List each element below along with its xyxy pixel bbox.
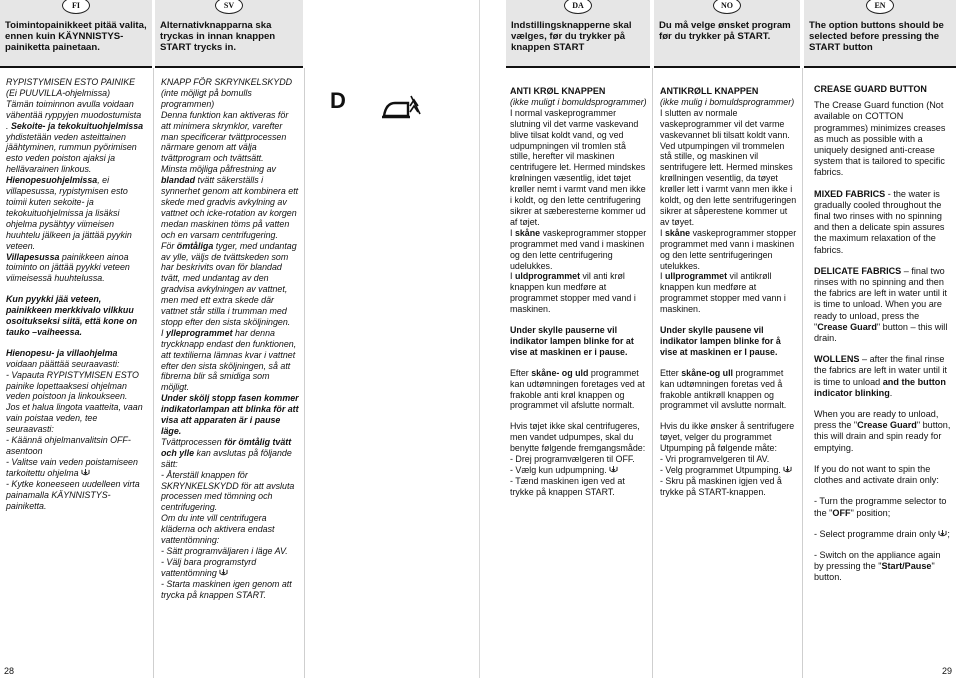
page-fold [479,0,480,678]
paragraph: (Ei PUUVILLA-ohjelmissa) [6,87,111,98]
paragraph: - Drej programvælgeren til OFF. [510,454,635,465]
symbol-letter: D [330,88,346,113]
column-body [510,86,648,498]
paragraph: - Käännä ohjelmanvalitsin OFF-asentoon [6,435,131,456]
paragraph: I uldprogrammet vil anti krøl knappen kun medføre at programmet stopper med vand i maskinen. [510,271,636,315]
paragraph: Etter skåne-og ull programmet kan udtømningen foretas ved å frakoble antikrøll knappen og programmet vil avslutte normalt. [660,367,787,411]
language-badge: EN [866,0,894,14]
paragraph: Efter skåne- og uld programmet kan udtømningen foretages ved at frakoble anti krøl knappen og programmet vil afslutte normalt. [510,367,645,411]
paragraph: Hvis tøjet ikke skal centrifugeres, men vandet udpumpes, skal du benytte følgende fremgangsmåde: [510,421,646,454]
column-divider [153,68,154,678]
paragraph: - Turn the programme selector to the "OFF" position; [814,496,947,518]
paragraph: I slutten av normale vaskeprogrammer vil det varme vaskevannet bli tilsatt koldt vann. Ved utpumpingen vil trommelen stå stille, og maskinen vil sentrifugere lett. Hermed minskes krøllningen vesentlig, da tøyet krøller lett i varmt vann men ikke i koldt, og den lette sentrifugeringen sikrer at såperestene kommer ut av tøyet. [660,107,797,227]
paragraph: - Vælg kun udpumpning. [510,465,648,476]
language-badge: DA [564,0,592,14]
paragraph: För ömtåliga tyger, med undantag av ylle, väljs de tvättskeden som har beskrivits ovan för blandad tvätt, med undantag av den gradvisa avkylningen av vattnet, men med ett extra skede där vattnet står stilla i trumman med stopp efter den sista sköljningen. [161,240,297,327]
paragraph: Villapesussa painikkeen ainoa toiminto on jättää pyykki veteen viimeisessä huuhtelussa. [6,251,130,284]
paragraph: - Tænd maskinen igen ved at trykke på knappen START. [510,475,625,497]
column-header [654,0,800,66]
section-title: ANTI KRØL KNAPPEN [510,86,606,96]
paragraph: - Switch on the appliance again by pressing the "Start/Pause" button. [814,549,941,583]
paragraph: Minsta möjliga påfrestning av blandad tvätt säkerställs i synnerhet genom att kombinera ett skede med gradvis avkylning av vattnet och icke-rotation av korgen medan maskinen töms på vatten och en varsam centrifugering. [161,164,299,240]
column-header [0,0,152,66]
drain-icon [609,466,618,474]
paragraph: The Crease Guard function (Not available on COTTON programmes) minimizes creases as much as possible with a uniquely designed anti-crease system that is tailored to specific fabrics. [814,100,946,178]
paragraph: Denna funktion kan aktiveras för att minimera skrynklor, varefter man specificerar tvättprocessen närmare genom att välja tvättprogram och tvättsätt. [161,109,289,164]
column-body [6,77,146,511]
paragraph: Under skölj stopp fasen kommer indikatorlampan att blinka för att visa att apparaten är i pause läge. [161,393,299,436]
paragraph: I skåne vaskeprogrammer stopper programmet med vand i maskinen og den lette centrifugering udelukkes. [510,227,647,271]
paragraph: - Välj bara programstyrd vattentömning [161,556,257,578]
paragraph: DELICATE FABRICS – final two rinses with no spinning and then the fabrics are left in water until it is time to unload. When you are ready to unload, press the "Crease Guard" button – this will drain. [814,265,948,344]
header-rule [0,66,152,68]
paragraph: I ullprogrammet vil antikrøll knappen kun medføre at programmet stopper med vann i maskinen. [660,271,786,315]
column-header [506,0,650,66]
paragraph: I skåne vaskeprogrammer stopper programmet med vann i maskinen og den lette sentrifugeringen utelukkes. [660,227,797,271]
paragraph: Under skylle pausene vil indikator lampen blinke for å vise at maskinen er I pause. [660,325,781,357]
column-divider [652,68,653,678]
paragraph: Tvättprocessen för ömtålig tvätt och ylle kan avslutas på följande sätt: [161,436,292,469]
column-swedish [155,0,303,678]
symbols-row [306,90,456,130]
header-rule [804,66,956,68]
paragraph: Jos et halua lingota vaatteita, vaan vain poistaa veden, tee seuraavasti: [6,402,143,435]
column-english [804,0,956,678]
column-body [660,86,798,498]
section-title: CREASE GUARD BUTTON [814,84,927,94]
paragraph: (ikke muligt i bomuldsprogrammer) [510,96,647,107]
column-body [814,84,952,584]
column-finnish [0,0,152,678]
paragraph: If you do not want to spin the clothes and activate drain only: [814,463,939,486]
paragraph: - Select programme drain only ; [814,528,950,539]
section-title: ANTIKRØLL KNAPPEN [660,86,759,96]
drain-icon [219,569,228,577]
header-text: The option buttons should be selected before pressing the START button [809,20,944,54]
paragraph: Under skylle pauserne vil indikator lampen blinke for at vise at maskinen er i pause. [510,325,634,357]
drain-icon [938,530,947,538]
header-rule [155,66,303,68]
header-text: Toimintopainikkeet pitää valita, ennen kuin KÄYNNISTYS- painiketta painetaan. [5,20,147,54]
column-symbols [306,0,478,678]
paragraph: - Vri programvelgeren til AV. [660,454,770,465]
language-badge: NO [713,0,741,14]
right-page [482,0,960,678]
column-norwegian [654,0,800,678]
paragraph: Hienopesuohjelmissa, ei villapesussa, rypistymisen esto toimii kuten sekoite- ja tekokuituohjelmissa ja lisäksi ohjelma pysähtyy viimeisen huuhtelu jälkeen ja jättää pyykin veteen. [6,175,132,251]
paragraph: Tämän toiminnon avulla voidaan vähentää ryppyjen muodostumista . Sekoite- ja tekokuituohjelmissa yhdistetään veden asteittainen jäähtyminen, rummun pyörimisen esto veden poiston ajaksi ja hellävarainen linkous. [6,98,144,175]
section-title: KNAPP FÖR SKRYNKELSKYDD [161,77,293,87]
drain-icon [81,469,90,477]
column-header [155,0,303,66]
iron-no-steam-icon [380,94,422,120]
paragraph: - Kytke koneeseen uudelleen virta painamalla KÄYNNISTYS-painiketta. [6,478,140,511]
paragraph: - Starta maskinen igen genom att trycka på knappen START. [161,578,292,600]
paragraph: MIXED FABRICS - the water is gradually cooled throughout the final two rinses with no spinning and then a delicate spin assures the maximum relaxation of the fabrics. [814,188,945,255]
header-text: Alternativknapparna ska tryckas in innan knappen START trycks in. [160,20,276,54]
column-divider [802,68,803,678]
header-rule [506,66,650,68]
paragraph: - Sätt programväljaren i läge AV. [161,545,288,556]
paragraph: - Skru på maskinen igjen ved å trykke på START-knappen. [660,475,782,497]
paragraph: Om du inte vill centrifugera kläderna och aktivera endast vattentömning: [161,513,275,546]
paragraph: Hienopesu- ja villaohjelma voidaan päättää seuraavasti: [6,347,120,369]
left-page [0,0,478,678]
paragraph: Hvis du ikke ønsker å sentrifugere tøyet, velger du programmet Utpumping på følgende måte: [660,421,795,454]
page-number: 29 [941,666,952,676]
header-text: Indstillingsknapperne skal vælges, før du trykker på knappen START [511,20,632,54]
paragraph: Kun pyykki jää veteen, painikkeen merkkivalo vilkkuu osoitukseksi siitä, että kone on tauko –vaiheessa. [6,294,138,337]
section-title: RYPISTYMISEN ESTO PAINIKE [6,77,136,87]
paragraph: (ikke mulig i bomuldsprogrammer) [660,96,795,107]
paragraph: When you are ready to unload, press the "Crease Guard" button, this will drain and spin ready for emptying. [814,409,951,453]
paragraph: - Återställ knappen för SKRYNKELSKYDD för att avsluta processen med tömning och centrifugering. [161,469,295,513]
language-badge: FI [62,0,90,14]
paragraph: I ylleprogrammet har denna tryckknapp endast den funktionen, att textilierna lämnas kvar i vattnet efter den sista sköljningen, så att fibrerna blir så smidiga som möjligt. [161,327,297,393]
paragraph: WOLLENS – after the final rinse the fabrics are left in water until it is time to unload and the button indicator blinking. [814,354,947,398]
paragraph: (inte möjligt på bomulls programmen) [161,87,252,109]
paragraph: - Valitse vain veden poistamiseen tarkoitettu ohjelma [6,456,138,478]
column-header [804,0,956,66]
column-body [161,77,299,601]
column-danish [506,0,650,678]
language-badge: SV [215,0,243,14]
header-rule [654,66,800,68]
page-number: 28 [4,666,15,676]
header-text: Du må velge ønsket program før du trykker på START. [659,20,791,43]
column-divider [304,68,305,678]
paragraph: - Vapauta RYPISTYMISEN ESTO painike lopettaaksesi ohjelman veden poistoon ja linkoukseen. [6,369,139,402]
paragraph: I normal vaskeprogrammer slutning vil det varme vaskevand blive tilsat koldt vand, og ved udpumpningen vil tromlen stå stille, herefter vil maskinen centrifugere let. Hermed mindskes krølningen væsentlig, idet tøjet krøller nemt i varmt vand men ikke i koldt, og den lette centrifugering sikrer at sæberesterne kommer ud af tøjet. [510,107,646,227]
paragraph: - Velg programmet Utpumping. [660,465,798,476]
drain-icon [783,466,792,474]
